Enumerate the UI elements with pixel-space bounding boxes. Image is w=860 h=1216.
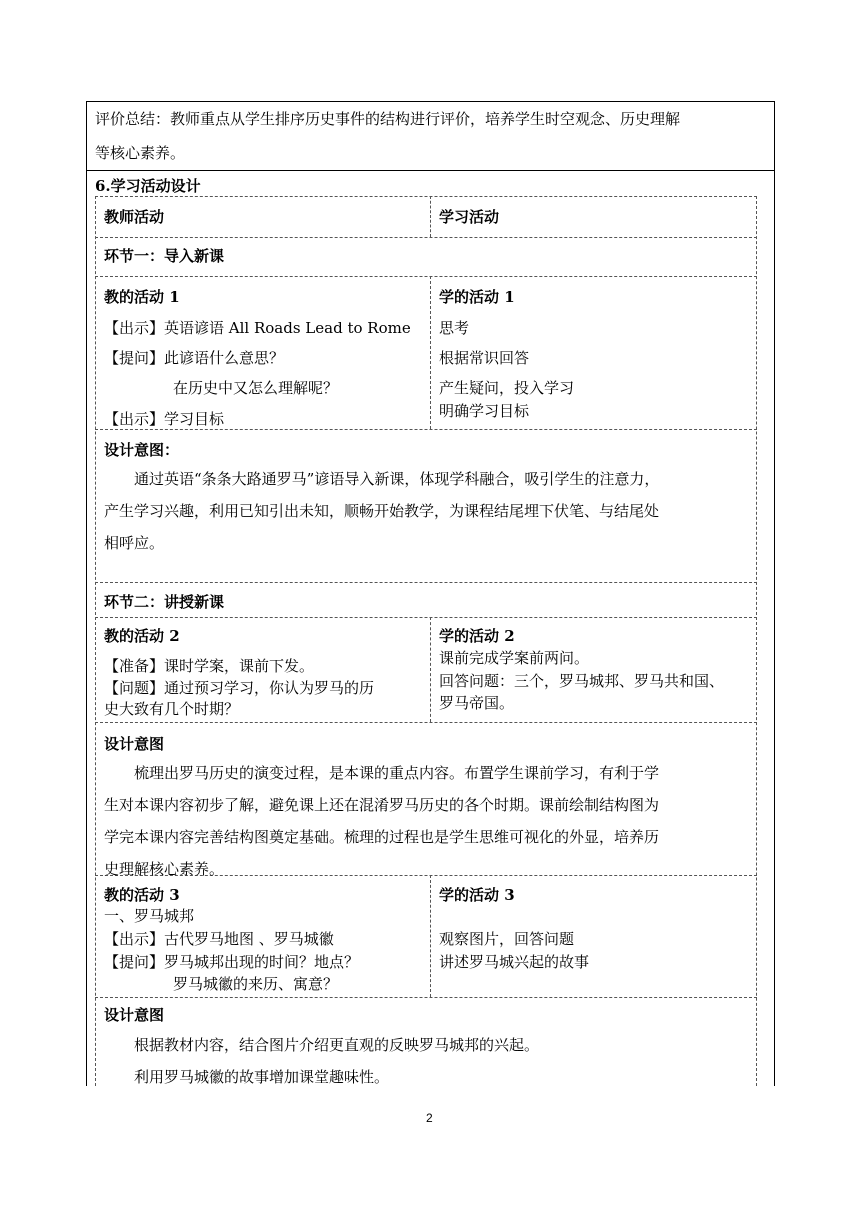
stage1-title: 环节一：导入新课 [104, 247, 225, 265]
section-title: 6.学习活动设计 [95, 177, 201, 195]
rule [95, 429, 757, 430]
rule [95, 582, 757, 583]
stage1-teacher-line: 【出示】英语谚语 All Roads Lead to Rome [104, 319, 411, 337]
column-divider [430, 196, 431, 237]
stage2-intent [104, 757, 752, 885]
stage2-student-line: 罗马帝国。 [439, 694, 515, 712]
intent-line: 根据教材内容，结合图片介绍更直观的反映罗马城邦的兴起。 [134, 1036, 540, 1054]
rule [95, 276, 757, 277]
stage1-teacher-line: 【提问】此谚语什么意思？ [104, 349, 285, 367]
stage2-teacher-line: 史大致有几个时期？ [104, 700, 240, 718]
intent-line: 利用罗马城徽的故事增加课堂趣味性。 [134, 1068, 390, 1086]
stage1-student-line: 思考 [439, 319, 470, 337]
page-number: 2 [426, 1111, 433, 1125]
column-divider [430, 617, 431, 722]
stage1-teacher-line: 【出示】学习目标 [104, 410, 225, 428]
stage2-student-line: 课前完成学案前两问。 [439, 649, 590, 667]
stage2-student-line: 回答问题：三个，罗马城邦、罗马共和国、 [439, 672, 725, 690]
stage2-teacher-line: 【准备】课时学案，课前下发。 [104, 657, 315, 675]
stage1-student-title: 学的活动 1 [439, 288, 515, 306]
stage1-teacher-line: 在历史中又怎么理解呢？ [173, 379, 339, 397]
intent-line: 史理解核心素养。 [104, 860, 225, 878]
intent-line: 产生学习兴趣，利用已知引出未知，顺畅开始教学，为课程结尾埋下伏笔、与结尾处 [104, 502, 660, 520]
summary-text [95, 102, 767, 170]
activity3-student-line: 观察图片，回答问题 [439, 930, 575, 948]
stage1-student-line: 产生疑问，投入学习 [439, 379, 575, 397]
rule [95, 997, 757, 998]
stage2-teacher-title: 教的活动 2 [104, 627, 180, 645]
stage2-student-title: 学的活动 2 [439, 627, 515, 645]
intent-line: 相呼应。 [104, 534, 165, 552]
stage2-intent-title: 设计意图 [104, 735, 165, 753]
activity3-teacher-title: 教的活动 3 [104, 886, 180, 904]
activity3-intent-title: 设计意图 [104, 1006, 165, 1024]
intent-line: 通过英语“条条大路通罗马”谚语导入新课，体现学科融合，吸引学生的注意力， [134, 470, 660, 488]
activity3-student-line: 讲述罗马城兴起的故事 [439, 953, 590, 971]
rule [95, 237, 757, 238]
column-divider [430, 875, 431, 997]
stage1-student-line: 根据常识回答 [439, 349, 530, 367]
activity3-intent [104, 1029, 752, 1093]
activity3-teacher-line: 罗马城徽的来历、寓意？ [173, 975, 339, 993]
stage1-intent-title: 设计意图： [104, 441, 180, 459]
summary-line-2: 等核心素养。 [95, 144, 186, 162]
summary-bottom-rule [86, 170, 775, 171]
summary-line-1: 评价总结：教师重点从学生排序历史事件的结构进行评价，培养学生时空观念、历史理解 [95, 110, 681, 128]
header-teacher: 教师活动 [104, 208, 165, 226]
intent-line: 学完本课内容完善结构图奠定基础。梳理的过程也是学生思维可视化的外显，培养历 [104, 828, 660, 846]
stage2-title: 环节二：讲授新课 [104, 593, 225, 611]
rule [95, 722, 757, 723]
header-student: 学习活动 [439, 208, 500, 226]
activity3-teacher-line: 【提问】罗马城邦出现的时间？地点？ [104, 953, 360, 971]
activity3-student-title: 学的活动 3 [439, 886, 515, 904]
column-divider [430, 276, 431, 429]
intent-line: 生对本课内容初步了解，避免课上还在混淆罗马历史的各个时期。课前绘制结构图为 [104, 796, 660, 814]
rule [95, 617, 757, 618]
stage1-student-line: 明确学习目标 [439, 402, 530, 420]
stage2-teacher-line: 【问题】通过预习学习，你认为罗马的历 [104, 679, 375, 697]
stage1-teacher-title: 教的活动 1 [104, 288, 180, 306]
stage1-intent [104, 463, 752, 559]
activity3-teacher-line: 一、罗马城邦 [104, 907, 195, 925]
intent-line: 梳理出罗马历史的演变过程，是本课的重点内容。布置学生课前学习，有利于学 [134, 764, 660, 782]
activity3-teacher-line: 【出示】古代罗马地图 、罗马城徽 [104, 930, 334, 948]
